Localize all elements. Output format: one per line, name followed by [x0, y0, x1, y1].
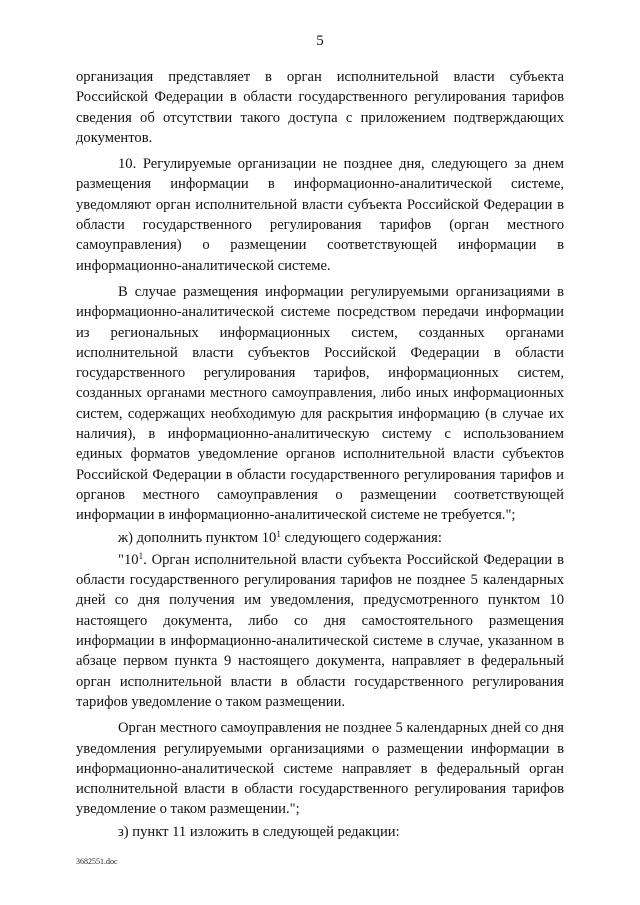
document-body [76, 67, 564, 842]
paragraph-item-10: 10. Регулируемые организации не позднее дня, следующего за днем размещения информации в информационно-аналитической системе, уведомляют орган исполнительной власти субъекта Российской Федерации в области государственного регулирования тарифов (орган местного самоуправления) о размещении соответствующей информации в информационно-аналитической системе. [76, 156, 564, 274]
document-code: 3682551.doc [76, 857, 118, 866]
item-10-1-text-before: "10 [118, 551, 139, 568]
subitem-zh-superscript: 1 [276, 528, 281, 539]
paragraph-subitem-z: з) пункт 11 изложить в следующей редакции: [118, 823, 400, 840]
paragraph-local-government: Орган местного самоуправления не позднее 5 календарных дней со дня уведомления регулируемыми организациями о размещении информации в информационно-аналитической системе направляет в федеральный орган исполнительной власти в области государственного регулирования тарифов уведомление о таком размещении."; [76, 720, 564, 818]
subitem-zh-text-before: ж) дополнить пунктом 10 [118, 529, 277, 546]
paragraph-subitem-zh [76, 528, 564, 548]
item-10-1-text-after: . Орган исполнительной власти субъекта Российской Федерации в области государственного регулирования тарифов не позднее 5 календарных дней со дня получения им уведомления, предусмотренного пунктом 10 настоящего документа, либо со дня самостоятельного размещения информации в информационно-аналитической системе в случае, указанном в абзаце первом пункта 9 настоящего документа, направляет в федеральный орган исполнительной власти в области государственного регулирования тарифов уведомление о таком размещении. [76, 551, 564, 710]
subitem-zh-text-after: следующего содержания: [280, 529, 442, 546]
paragraph-continuation: организация представляет в орган исполнительной власти субъекта Российской Федерации в области государственного регулирования тарифов сведения об отсутствии такого доступа с приложением подтверждающих документов. [76, 69, 564, 146]
paragraph-item-10-1 [76, 550, 564, 712]
paragraph-item-10-second: В случае размещения информации регулируемыми организациями в информационно-аналитической системе посредством передачи информации из региональных информационных систем, созданных органами исполнительной власти субъектов Российской Федерации в области государственного регулирования тарифов, информационных систем, созданных органами местного самоуправления, либо иных информационных систем, содержащих необходимую для раскрытия информацию (в случае их наличия), в информационно-аналитическую систему с использованием единых форматов уведомление органов исполнительной власти субъектов Российской Федерации в области государственного регулирования тарифов и органов местного самоуправления о размещении соответствующей информации в информационно-аналитической системе не требуется."; [76, 283, 564, 524]
item-10-1-superscript: 1 [138, 550, 144, 561]
page-number: 5 [316, 33, 324, 49]
